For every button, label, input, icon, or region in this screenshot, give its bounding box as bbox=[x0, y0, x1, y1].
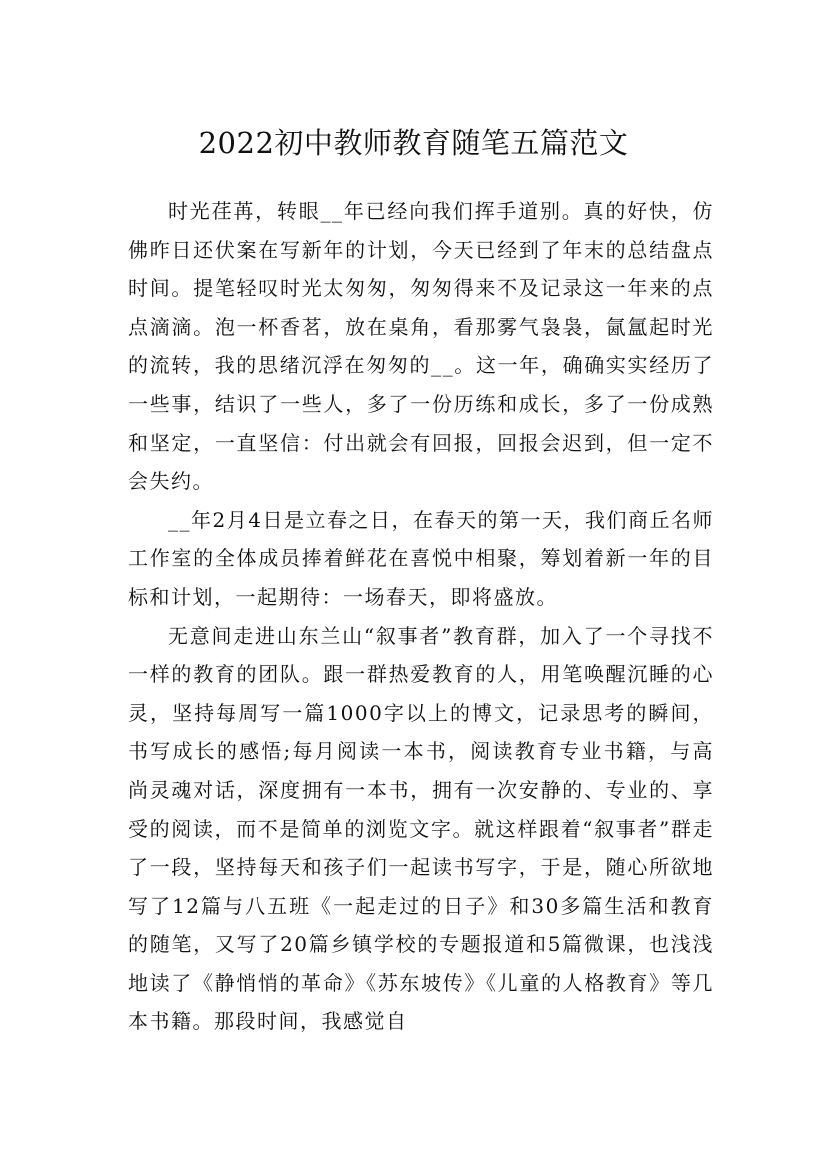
paragraph-3: 无意间走进山东兰山“叙事者”教育群，加入了一个寻找不一样的教育的团队。跟一群热爱教育的人，用笔唤醒沉睡的心灵，坚持每周写一篇1000字以上的博文，记录思考的瞬间，书写成长的感悟;每月阅读一本书，阅读教育专业书籍，与高尚灵魂对话，深度拥有一本书，拥有一次安静的、专业的、享受的阅读，而不是简单的浏览文字。就这样跟着“叙事者”群走了一段，坚持每天和孩子们一起读书写字，于是，随心所欲地写了12篇与八五班《一起走过的日子》和30多篇生活和教育的随笔，又写了20篇乡镇学校的专题报道和5篇微课，也浅浅地读了《静悄悄的革命》《苏东坡传》《儿童的人格教育》等几本书籍。那段时间，我感觉自 bbox=[128, 623, 714, 1034]
document-body bbox=[128, 192, 714, 1041]
paragraph-2: __年2月4日是立春之日，在春天的第一天，我们商丘名师工作室的全体成员捧着鲜花在喜悦中相聚，筹划着新一年的目标和计划，一起期待：一场春天，即将盛放。 bbox=[128, 507, 714, 609]
paragraph-1: 时光荏苒，转眼__年已经向我们挥手道别。真的好快，仿佛昨日还伏案在写新年的计划，今天已经到了年末的总结盘点时间。提笔轻叹时光太匆匆，匆匆得来不及记录这一年来的点点滴滴。泡一杯香茗，放在桌角，看那雾气袅袅，氤氲起时光的流转，我的思绪沉浮在匆匆的__。这一年，确确实实经历了一些事，结识了一些人，多了一份历练和成长，多了一份成熟和坚定，一直坚信：付出就会有回报，回报会迟到，但一定不会失约。 bbox=[128, 199, 714, 494]
document-title: 2022初中教师教育随笔五篇范文 bbox=[198, 126, 629, 161]
